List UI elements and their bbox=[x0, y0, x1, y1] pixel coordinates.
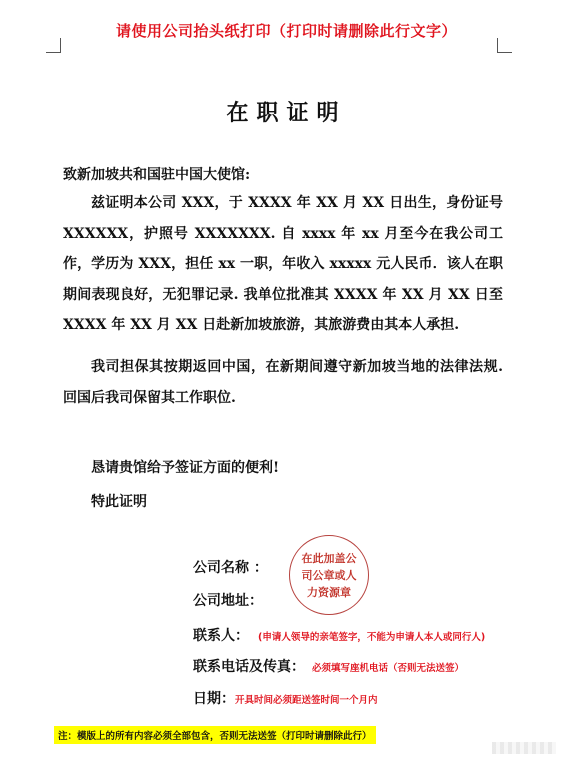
company-name-label: 公司名称 ： bbox=[193, 560, 268, 576]
phone-label: 联系电话及传真： bbox=[193, 659, 305, 675]
phone-hint: 必须填写座机电话（否则无法送签） bbox=[312, 663, 465, 674]
addressee: 致新加坡共和国驻中国大使馆: bbox=[63, 167, 251, 183]
date-label: 日期： bbox=[193, 691, 235, 707]
contact-label: 联系人： bbox=[193, 628, 249, 644]
seal-placeholder bbox=[289, 535, 369, 615]
paragraph-guarantee: 我司担保其按期返回中国，在新期间遵守新加坡当地的法律法规. 回国后我司保留其工作职位. bbox=[63, 359, 503, 406]
special-certify: 特此证明 bbox=[91, 494, 147, 510]
header-note: 请使用公司抬头纸打印（打印时请删除此行文字） bbox=[115, 22, 457, 40]
seal-line-2: 司公章或人 bbox=[301, 568, 357, 582]
seal-line-1: 在此加盖公 bbox=[301, 551, 357, 565]
seal-line-3: 力资源章 bbox=[307, 585, 351, 599]
company-address-label: 公司地址： bbox=[193, 593, 263, 609]
document-title: 在职证明 bbox=[226, 100, 347, 126]
contact-hint: (申请人领导的亲笔签字，不能为申请人本人或同行人) bbox=[258, 632, 486, 643]
paragraph-employment: 兹证明本公司 XXX，于 XXXX 年 XX 月 XX 日出生，身份证号 XXXXXX，护照号 XXXXXXX. 自 xxxx 年 xx 月至今在我公司工作，学历为 XXX，担任 xx 一职，年收入 xxxxx 元人民币．该人在职期间表现良好，无犯罪记录. 我单位批准其 XXXX 年 XX 月 XX 日至 XXXX 年 XX 月 XX 日赴新加坡旅游，其旅游费由其本人承担. bbox=[63, 195, 503, 333]
footer-note: 注：模版上的所有内容必须全部包含，否则无法送签（打印时请删除此行） bbox=[54, 726, 376, 744]
date-hint: 开具时间必须距送签时间一个月内 bbox=[235, 695, 378, 706]
closing-request: 恳请贵馆给予签证方面的便利! bbox=[91, 460, 280, 476]
watermark bbox=[492, 742, 556, 754]
